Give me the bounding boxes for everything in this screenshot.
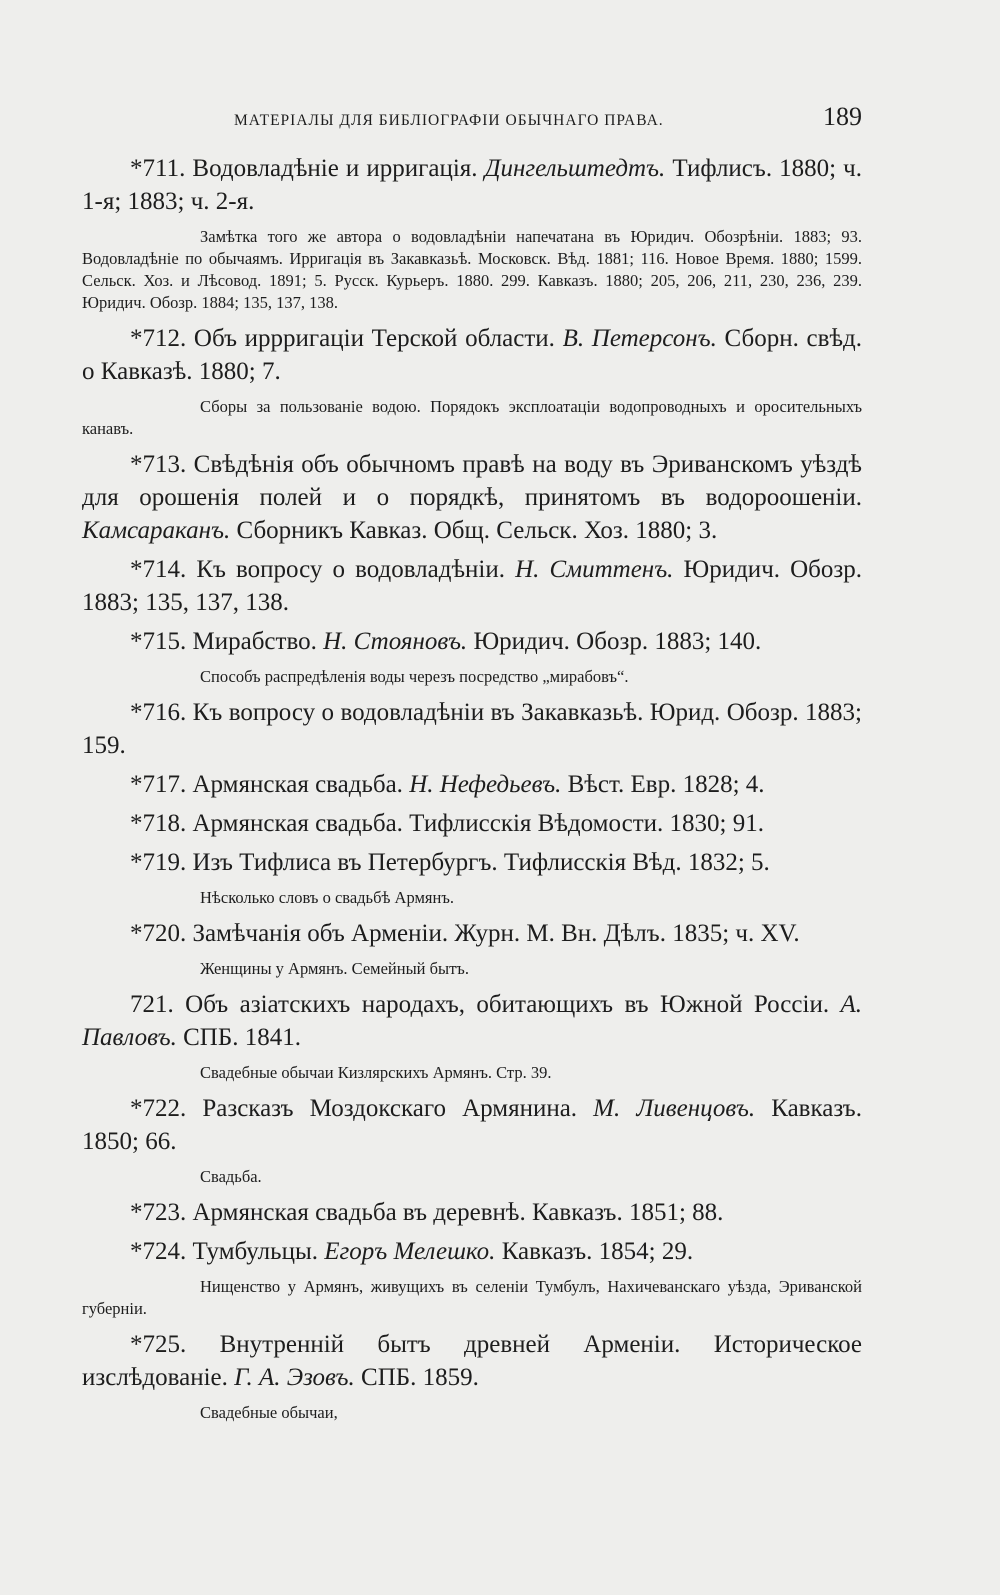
entry-annotation: Способъ распредѣленія воды черезъ посредство „мирабовъ“. xyxy=(200,667,629,686)
entry-author: Камсараканъ. xyxy=(82,517,231,544)
entry-title: *719. Изъ Тифлиса въ Петербургъ. Тифлисскія Вѣд. 1832; 5. xyxy=(130,849,770,876)
entry-author: Г. А. Эзовъ. xyxy=(234,1364,355,1391)
entry-title: *717. Армянская свадьба. xyxy=(130,771,410,798)
entry-citation xyxy=(82,768,862,801)
entry-citation xyxy=(82,448,862,547)
entry-citation xyxy=(82,807,862,840)
bibliography-entry xyxy=(82,553,862,625)
entry-source: СПБ. 1841. xyxy=(176,1024,301,1051)
entry-author: А. Павловъ. xyxy=(82,991,862,1051)
entry-citation xyxy=(82,553,862,619)
entry-title: *718. Армянская свадьба. Тифлисскія Вѣдомости. 1830; 91. xyxy=(130,810,764,837)
entry-author: Н. Смиттенъ. xyxy=(515,556,674,583)
entry-author: М. Ливенцовъ. xyxy=(593,1095,756,1122)
entry-source: Юридич. Обозр. 1883; 140. xyxy=(467,628,762,655)
bibliography-entry xyxy=(82,988,862,1084)
entry-citation xyxy=(82,1196,862,1229)
entry-source: Сборн. свѣд. о Кавказѣ. 1880; 7. xyxy=(82,325,862,385)
page-number: 189 xyxy=(823,102,862,131)
entry-citation xyxy=(82,152,862,218)
entry-annotation: Нѣсколько словъ о свадьбѣ Армянъ. xyxy=(200,888,454,907)
entry-annotation: Нищенство у Армянъ, живущихъ въ селеніи Тумбулъ, Нахичеванскаго уѣзда, Эриванской губерніи. xyxy=(82,1277,862,1318)
entry-title: *712. Объ иррригаціи Терской области. xyxy=(130,325,563,352)
entry-citation xyxy=(82,917,862,950)
entry-citation xyxy=(82,846,862,879)
bibliography-entry xyxy=(82,152,862,314)
entry-annotation: Свадебные обычаи, xyxy=(200,1403,338,1422)
bibliography-entry xyxy=(82,625,862,688)
bibliography-entry xyxy=(82,1235,862,1320)
bibliography-entry xyxy=(82,696,862,768)
entry-source: Юридич. Обозр. 1883; 135, 137, 138. xyxy=(82,556,862,616)
entry-title: *716. Къ вопросу о водовладѣніи въ Закавказьѣ. Юрид. Обозр. 1883; 159. xyxy=(82,699,862,759)
entry-annotation: Свадебные обычаи Кизлярскихъ Армянъ. Стр. 39. xyxy=(200,1063,552,1082)
entry-citation xyxy=(82,988,862,1054)
entry-citation xyxy=(82,1235,862,1268)
entry-title: *725. Внутренній бытъ древней Арменіи. Историческое изслѣдованіе. xyxy=(82,1331,862,1391)
running-title: МАТЕРІАЛЫ ДЛЯ БИБЛІОГРАФІИ ОБЫЧНАГО ПРАВА. xyxy=(234,112,664,129)
bibliography-entry xyxy=(82,846,862,909)
bibliography-entry xyxy=(82,807,862,846)
entry-author: Егоръ Мелешко. xyxy=(324,1238,496,1265)
entry-annotation: Женщины у Армянъ. Семейный бытъ. xyxy=(200,959,469,978)
entry-source: СПБ. 1859. xyxy=(354,1364,479,1391)
bibliography-entry xyxy=(82,768,862,807)
entry-source: Кавказъ. 1850; 66. xyxy=(82,1095,862,1155)
bibliography-entry xyxy=(82,917,862,980)
entry-title: 721. Объ азіатскихъ народахъ, обитающихъ въ Южной Россіи. xyxy=(130,991,841,1018)
entry-title: *724. Тумбульцы. xyxy=(130,1238,325,1265)
entry-citation xyxy=(82,1328,862,1394)
entry-title: *714. Къ вопросу о водовладѣніи. xyxy=(130,556,516,583)
entry-citation xyxy=(82,322,862,388)
bibliography-entry xyxy=(82,1092,862,1188)
entry-source: Вѣст. Евр. 1828; 4. xyxy=(561,771,765,798)
entry-source: Кавказъ. 1854; 29. xyxy=(495,1238,694,1265)
entry-citation xyxy=(82,696,862,762)
entry-citation xyxy=(82,625,862,658)
bibliography-entry xyxy=(82,1328,862,1424)
entry-author: Н. Стояновъ. xyxy=(323,628,468,655)
entry-title: *723. Армянская свадьба въ деревнѣ. Кавказъ. 1851; 88. xyxy=(130,1199,724,1226)
bibliography-entry xyxy=(82,448,862,553)
entry-source: Сборникъ Кавказ. Общ. Сельск. Хоз. 1880; 3. xyxy=(230,517,718,544)
entry-source: Тифлисъ. 1880; ч. 1-я; 1883; ч. 2-я. xyxy=(82,155,862,215)
entry-title: *713. Свѣдѣнія объ обычномъ правѣ на воду въ Эриванскомъ уѣздѣ для орошенія полей и о порядкѣ, принятомъ въ водороошеніи. xyxy=(82,451,862,511)
entry-title: *722. Разсказъ Моздокскаго Армянина. xyxy=(130,1095,594,1122)
bibliography-entry xyxy=(82,322,862,440)
entry-annotation: Замѣтка того же автора о водовладѣніи напечатана въ Юридич. Обозрѣніи. 1883; 93. Водовладѣніе по обычаямъ. Ирригація въ Закавказьѣ. Московск. Вѣд. 1881; 116. Новое Время. 1880; 1599. Сельск. Хоз. и Лѣсовод. 1891; 5. Русск. Курьеръ. 1880. 299. Кавказъ. 1880; 205, 206, 211, 230, 236, 239. Юридич. Обозр. 1884; 135, 137, 138. xyxy=(82,227,862,312)
entry-citation xyxy=(82,1092,862,1158)
bibliography-entry xyxy=(82,1196,862,1235)
entry-annotation: Сборы за пользованіе водою. Порядокъ эксплоатаціи водопроводныхъ и оросительныхъ канавъ. xyxy=(82,397,862,438)
entry-title: *711. Водовладѣніе и ирригація. xyxy=(130,155,485,182)
entry-title: *720. Замѣчанія объ Арменіи. Журн. М. Вн. Дѣлъ. 1835; ч. XV. xyxy=(130,920,800,947)
entry-author: В. Петерсонъ. xyxy=(562,325,717,352)
entry-title: *715. Мирабство. xyxy=(130,628,324,655)
entry-annotation: Свадьба. xyxy=(200,1167,262,1186)
entry-author: Дингельштедтъ. xyxy=(484,155,666,182)
entry-author: Н. Нефедьевъ. xyxy=(409,771,562,798)
bibliography-list xyxy=(82,152,862,1432)
